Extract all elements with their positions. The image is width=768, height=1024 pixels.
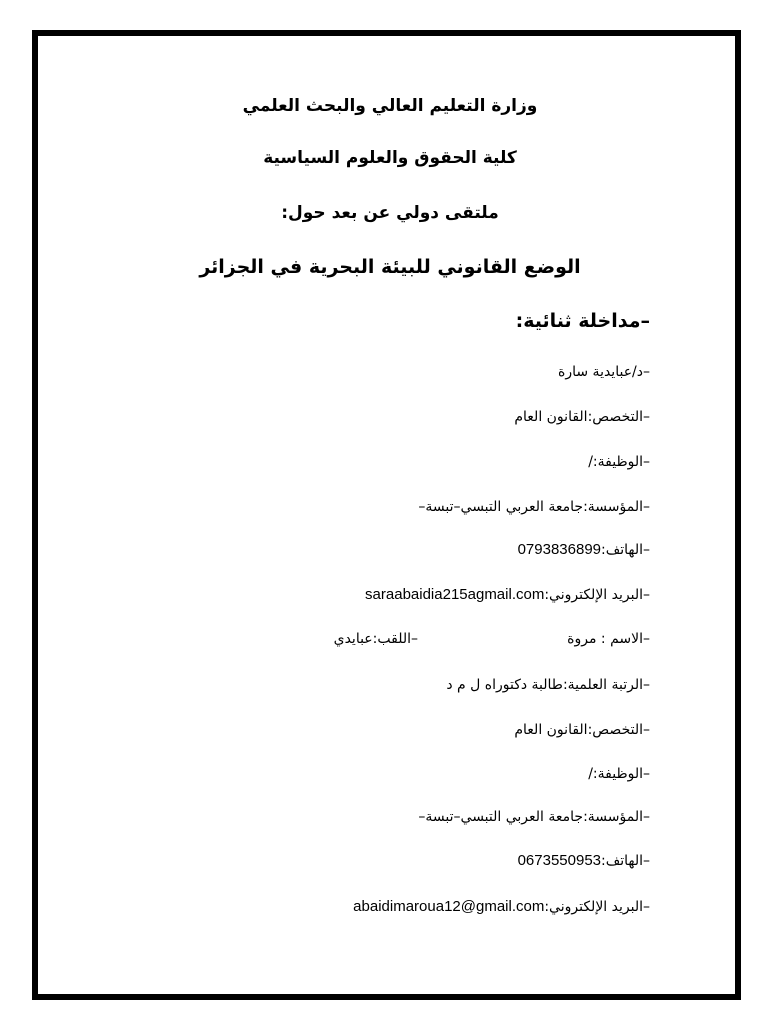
author2-email-row bbox=[353, 898, 650, 915]
theme-heading: الوضع القانوني للبيئة البحرية في الجزائر bbox=[199, 256, 581, 278]
author1-phone: 0793836899 bbox=[517, 541, 602, 558]
author1-phone-row bbox=[518, 541, 650, 558]
author1-institution: –المؤسسة:جامعة العربي التبسي–تبسة– bbox=[418, 499, 650, 515]
author2-email-label: –البريد الإلكتروني: bbox=[544, 899, 650, 915]
faculty-heading: كلية الحقوق والعلوم السياسية bbox=[263, 148, 517, 168]
author2-email: abaidimaroua12@gmail.com bbox=[353, 898, 545, 915]
author2-name-row bbox=[333, 631, 650, 647]
author2-first-name: –الاسم : مروة bbox=[567, 631, 650, 647]
author2-rank: –الرتبة العلمية:طالبة دكتوراه ل م د bbox=[446, 677, 650, 693]
author2-institution: –المؤسسة:جامعة العربي التبسي–تبسة– bbox=[418, 809, 650, 825]
section-title: –مداخلة ثنائية: bbox=[515, 310, 650, 332]
author2-job: –الوظيفة:/ bbox=[588, 766, 650, 782]
author2-specialty: –التخصص:القانون العام bbox=[514, 722, 650, 738]
author1-specialty: –التخصص:القانون العام bbox=[514, 409, 650, 425]
ministry-heading: وزارة التعليم العالي والبحث العلمي bbox=[242, 96, 538, 116]
author1-name: –د/عبايدية سارة bbox=[558, 364, 650, 380]
author2-phone: 0673550953 bbox=[517, 852, 602, 869]
author1-email-row bbox=[365, 586, 650, 603]
author2-surname: –اللقب:عبايدي bbox=[333, 631, 418, 647]
event-heading: ملتقى دولي عن بعد حول: bbox=[281, 203, 499, 223]
author2-phone-row bbox=[518, 852, 650, 869]
author1-job: –الوظيفة:/ bbox=[588, 454, 650, 470]
author1-phone-label: –الهاتف: bbox=[601, 542, 650, 558]
author1-email-label: –البريد الإلكتروني: bbox=[544, 587, 650, 603]
author1-email: saraabaidia215agmail.com bbox=[365, 586, 545, 603]
author2-phone-label: –الهاتف: bbox=[601, 853, 650, 869]
